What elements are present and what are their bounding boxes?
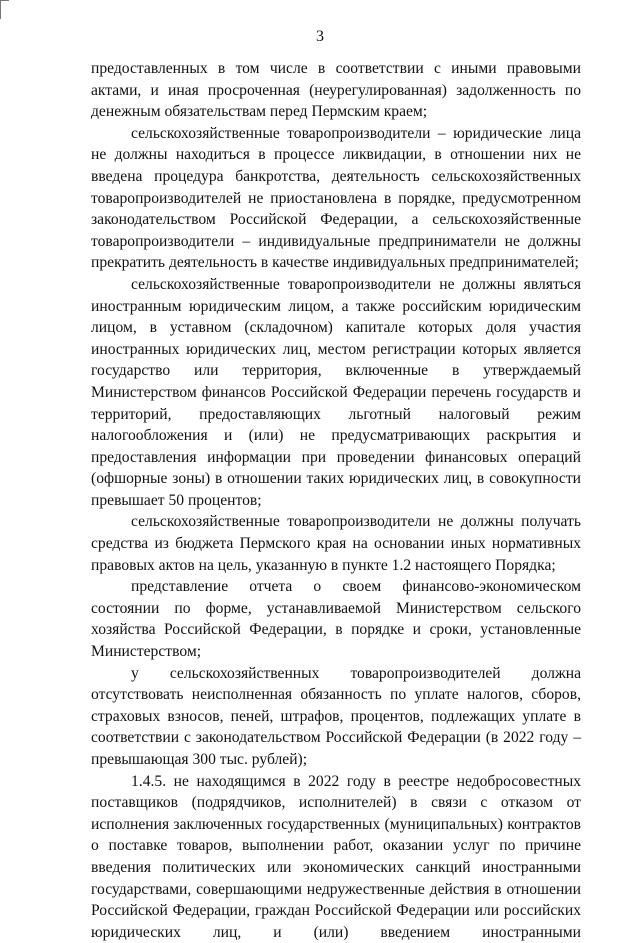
paragraph-continuation: предоставленных в том числе в соответствии с иными правовыми актами, и иная просроченная (неурегулированная) задолженность по денежным обязательствам перед Пермским краем;	[91, 60, 581, 121]
paragraph-financial-report-requirement: представление отчета о своем финансово-экономическом состоянии по форме, устанавливаемой Министерством сельского хозяйства Российской Федерации, в порядке и сроки, установленные Министерством;	[91, 578, 581, 661]
paragraph-item-1-4-5: 1.4.5. не находящимся в 2022 году в реестре недобросовестных поставщиков (подрядчиков, исполнителей) в связи с отказом от исполнения заключенных государственных (муниципальных) контрактов о поставке товаров, выполнении работ, оказании услуг по причине введения политических или экономических санкций иностранными государствами, совершающими недружественные действия в отношении Российской Федерации, граждан Российской Федерации или российских юридических лиц, и (или) введением иностранными	[91, 772, 581, 941]
paragraph-legal-entity-requirements: сельскохозяйственные товаропроизводители – юридические лица не должны находиться в процессе ликвидации, в отношении них не введена процедура банкротства, деятельность сельскохозяйственных товаропроизводителей не приостановлена в порядке, предусмотренном законодательством Российской Федерации, а сельскохозяйственные товаропроизводители – индивидуальные предприниматели не должны прекратить деятельность в качестве индивидуальных предпринимателей;	[91, 124, 581, 272]
scan-corner-mark	[0, 0, 9, 19]
document-body	[91, 58, 581, 943]
page-number: 3	[316, 28, 324, 45]
paragraph-foreign-entity-requirements: сельскохозяйственные товаропроизводители не должны являться иностранным юридическим лицом, а также российским юридическим лицом, в уставном (складочном) капитале которых доля участия иностранных юридических лиц, местом регистрации которых является государство или территория, включенные в утверждаемый Министерством финансов Российской Федерации перечень государств и территорий, предоставляющих льготный налоговый режим налогообложения и (или) не предусматривающих раскрытия и предоставления информации при проведении финансовых операций (офшорные зоны) в отношении таких юридических лиц, в совокупности превышает 50 процентов;	[91, 275, 581, 509]
paragraph-budget-funds-requirement: сельскохозяйственные товаропроизводители не должны получать средства из бюджета Пермского края на основании иных нормативных правовых актов на цель, указанную в пункте 1.2 настоящего Порядка;	[91, 513, 581, 574]
paragraph-tax-debt-requirement: у сельскохозяйственных товаропроизводителей должна отсутствовать неисполненная обязанность по уплате налогов, сборов, страховых взносов, пеней, штрафов, процентов, подлежащих уплате в соответствии с законодательством Российской Федерации (в 2022 году – превышающая 300 тыс. рублей);	[91, 664, 581, 768]
